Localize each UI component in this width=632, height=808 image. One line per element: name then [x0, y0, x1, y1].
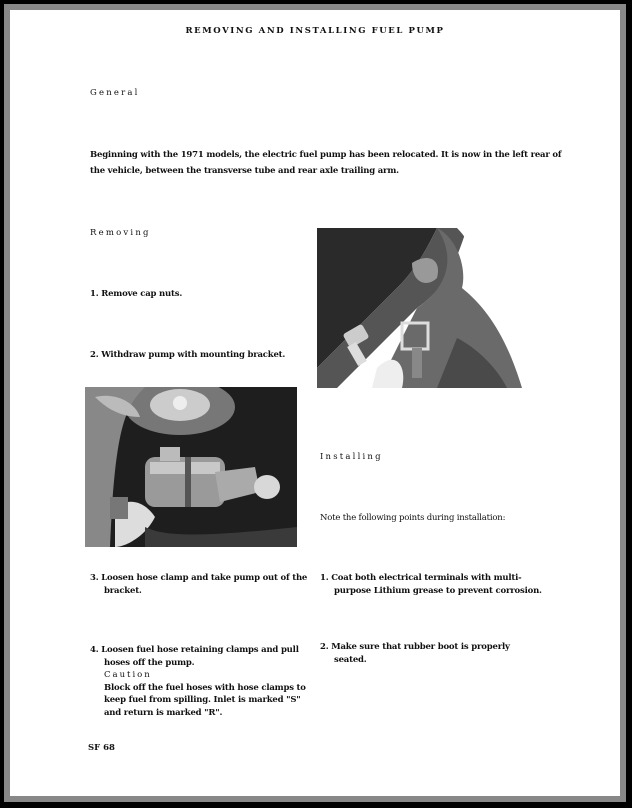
connector-photo-image — [317, 228, 527, 388]
caution-label: Caution — [104, 670, 152, 680]
installing-intro: Note the following points during installation: — [320, 513, 506, 523]
section-heading-general: General — [90, 88, 140, 98]
fuel-pump-connector-photo — [317, 228, 527, 388]
removing-step-4 — [90, 644, 314, 719]
installing-step-1: 1. Coat both electrical terminals with multi-purpose Lithium grease to prevent corrosion. — [320, 573, 542, 596]
document-page — [10, 10, 620, 796]
fuel-pump-bracket-photo — [85, 387, 297, 547]
removing-step-4-text: 4. Loosen fuel hose retaining clamps and pull hoses off the pump. — [90, 645, 299, 668]
installing-step-2: 2. Make sure that rubber boot is properly seated. — [320, 642, 510, 665]
section-heading-removing: Removing — [90, 228, 151, 238]
page-footer-code: SF 68 — [88, 743, 115, 753]
general-paragraph-line-1: Beginning with the 1971 models, the electric fuel pump has been relocated. It is now in the left rear of — [90, 150, 562, 160]
removing-step-1: 1. Remove cap nuts. — [90, 289, 183, 299]
general-paragraph — [90, 147, 590, 179]
removing-step-3: 3. Loosen hose clamp and take pump out of the bracket. — [90, 573, 308, 596]
general-paragraph-line-2: the vehicle, between the transverse tube and rear axle trailing arm. — [90, 166, 399, 176]
bracket-photo-image — [85, 387, 297, 547]
page-title: REMOVING AND INSTALLING FUEL PUMP — [185, 26, 445, 36]
caution-text: Block off the fuel hoses with hose clamps to keep fuel from spilling. Inlet is marked "S" and return is marked "R". — [104, 682, 306, 718]
removing-step-2: 2. Withdraw pump with mounting bracket. — [90, 350, 286, 360]
section-heading-installing: Installing — [320, 452, 383, 462]
